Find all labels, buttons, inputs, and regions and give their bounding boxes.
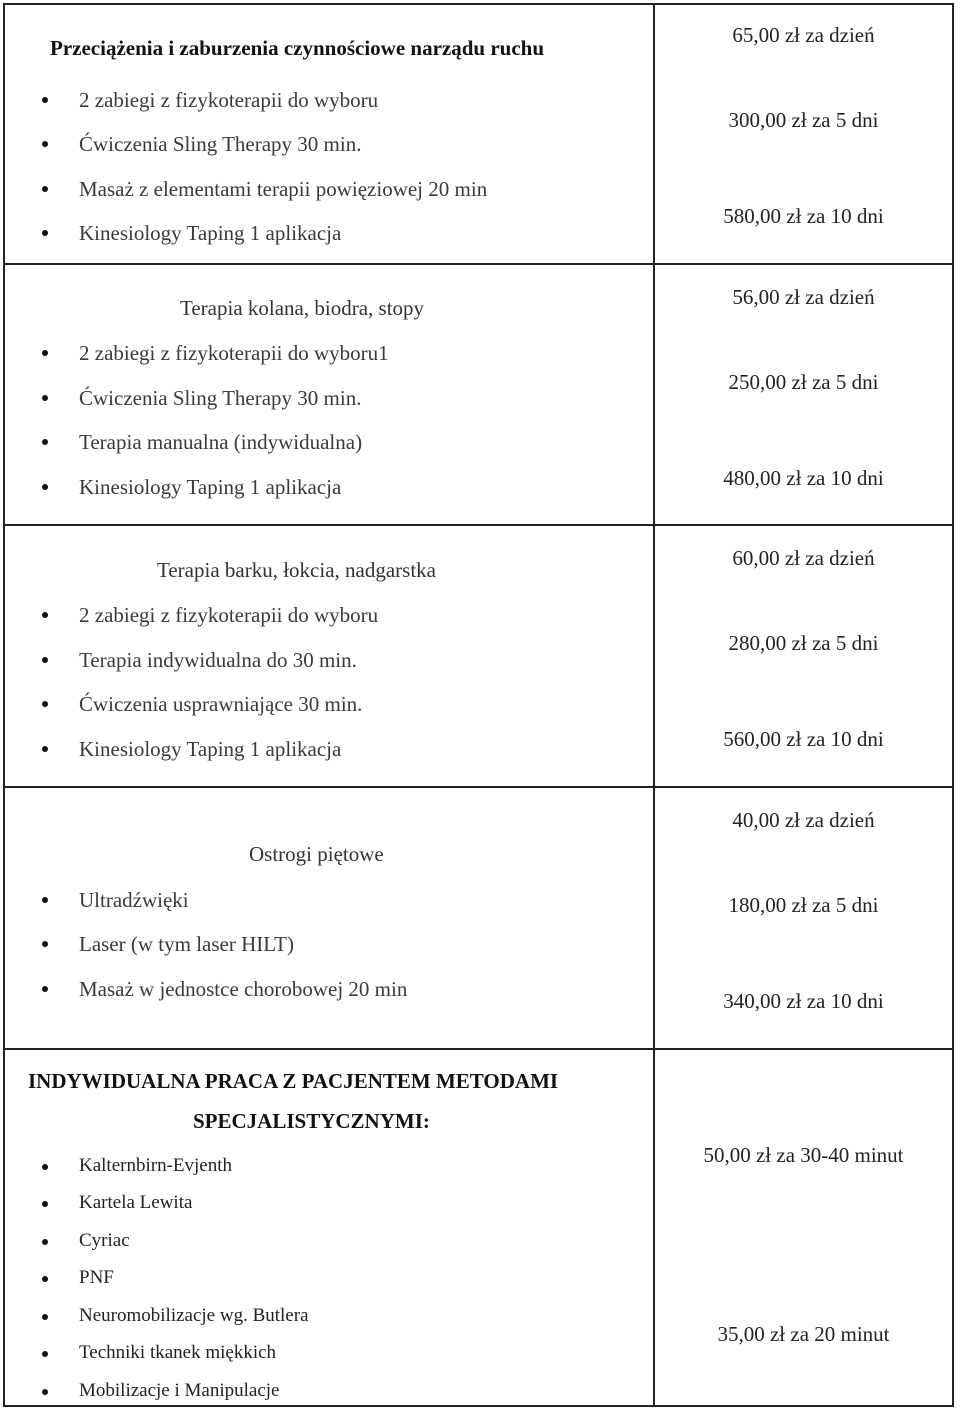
price-5-days: 300,00 zł za 5 dni [728, 108, 879, 132]
section-title-line2: SPECJALISTYCZNYMI: [193, 1109, 430, 1133]
bullet-icon [42, 986, 48, 992]
price-20-minutes: 35,00 zł za 20 minut [717, 1322, 890, 1346]
section-title: Przeciążenia i zaburzenia czynnościowe narządu ruchu [50, 36, 545, 60]
row-divider [3, 524, 954, 526]
bullet-icon [42, 1314, 48, 1320]
bullet-icon [42, 1389, 48, 1395]
bullet-icon [42, 186, 48, 192]
bullet-icon [42, 1201, 48, 1207]
price-10-days: 480,00 zł za 10 dni [723, 466, 884, 490]
price-5-days: 280,00 zł za 5 dni [728, 631, 879, 655]
price-10-days: 560,00 zł za 10 dni [723, 727, 884, 751]
bullet-icon [42, 97, 48, 103]
bullet-icon [42, 439, 48, 445]
section-title-line1: INDYWIDUALNA PRACA Z PACJENTEM METODAMI [28, 1069, 559, 1093]
bullet-icon [42, 395, 48, 401]
bullet-icon [42, 746, 48, 752]
bullet-icon [42, 1276, 48, 1282]
price-10-days: 580,00 zł za 10 dni [723, 204, 884, 228]
bullet-icon [42, 230, 48, 236]
bullet-icon [42, 1164, 48, 1170]
bullet-icon [42, 941, 48, 947]
price-per-day: 65,00 zł za dzień [732, 23, 875, 47]
bullet-icon [42, 612, 48, 618]
bullet-icon [42, 897, 48, 903]
row-divider [3, 786, 954, 788]
section-title: Terapia barku, łokcia, nadgarstka [157, 558, 436, 582]
bullet-icon [42, 350, 48, 356]
bullet-icon [42, 141, 48, 147]
section-title: Ostrogi piętowe [249, 842, 384, 866]
section-title: Terapia kolana, biodra, stopy [180, 296, 425, 320]
row-divider [3, 1048, 954, 1050]
bullet-icon [42, 657, 48, 663]
price-per-day: 40,00 zł za dzień [732, 808, 875, 832]
bullet-icon [42, 701, 48, 707]
price-5-days: 250,00 zł za 5 dni [728, 370, 879, 394]
bullet-icon [42, 1239, 48, 1245]
bullet-icon [42, 484, 48, 490]
row-divider [3, 263, 954, 265]
bullet-icon [42, 1351, 48, 1357]
price-per-day: 56,00 zł za dzień [732, 285, 875, 309]
price-table: Przeciążenia i zaburzenia czynnościowe narządu ruchu 2 zabiegi z fizykoterapii do wyboru Ćwiczenia Sling Therapy 30 min. Masaż z elementami terapii powięziowej 20 min Kinesiology Taping 1 aplikacja 65,00 zł za dzień 300,00 zł za 5 dni 580,00 zł za 10 dni Terapia kolana, biodra, stopy 2 zabiegi z fizykoterapii do wyboru1 Ćwiczenia Sling Therapy 30 min. Terapia manualna (indywidualna) Kinesiology Taping 1 aplikacja 56,00 zł za dzień 250,00 zł za 5 dni 480,00 zł za 10 dni Terapia barku, łokcia, nadgarstka 2 zabiegi z fizykoterapii do wyboru Terapia indywidualna do 30 min. Ćwiczenia usprawniające 30 min. Kinesiology Taping 1 aplikacja 60,00 zł za dzień 280,00 zł za 5 dni 560,00 zł za 10 dni Ostrogi piętowe Ultradźwięki Laser (w tym laser HILT) Masaż w jednostce chorobowej 20 min 40,00 zł za dzień 180,00 zł za 5 dni 340,00 zł za 10 dni INDYWIDUALNA PRACA Z PACJENTEM METODAMI SPECJALISTYCZNYMI: Kalternbirn-Evjenth Kartela Lewita Cyriac PNF Neuromobilizacje wg. Butlera Techniki tkanek miękkich Mobilizacje i Manipulacje 50,00 zł za 30-40 minut 35,00 zł za 20 minut [0, 0, 960, 1410]
price-10-days: 340,00 zł za 10 dni [723, 989, 884, 1013]
price-per-day: 60,00 zł za dzień [732, 546, 875, 570]
price-30-40-minutes: 50,00 zł za 30-40 minut [703, 1143, 904, 1167]
price-5-days: 180,00 zł za 5 dni [728, 893, 879, 917]
